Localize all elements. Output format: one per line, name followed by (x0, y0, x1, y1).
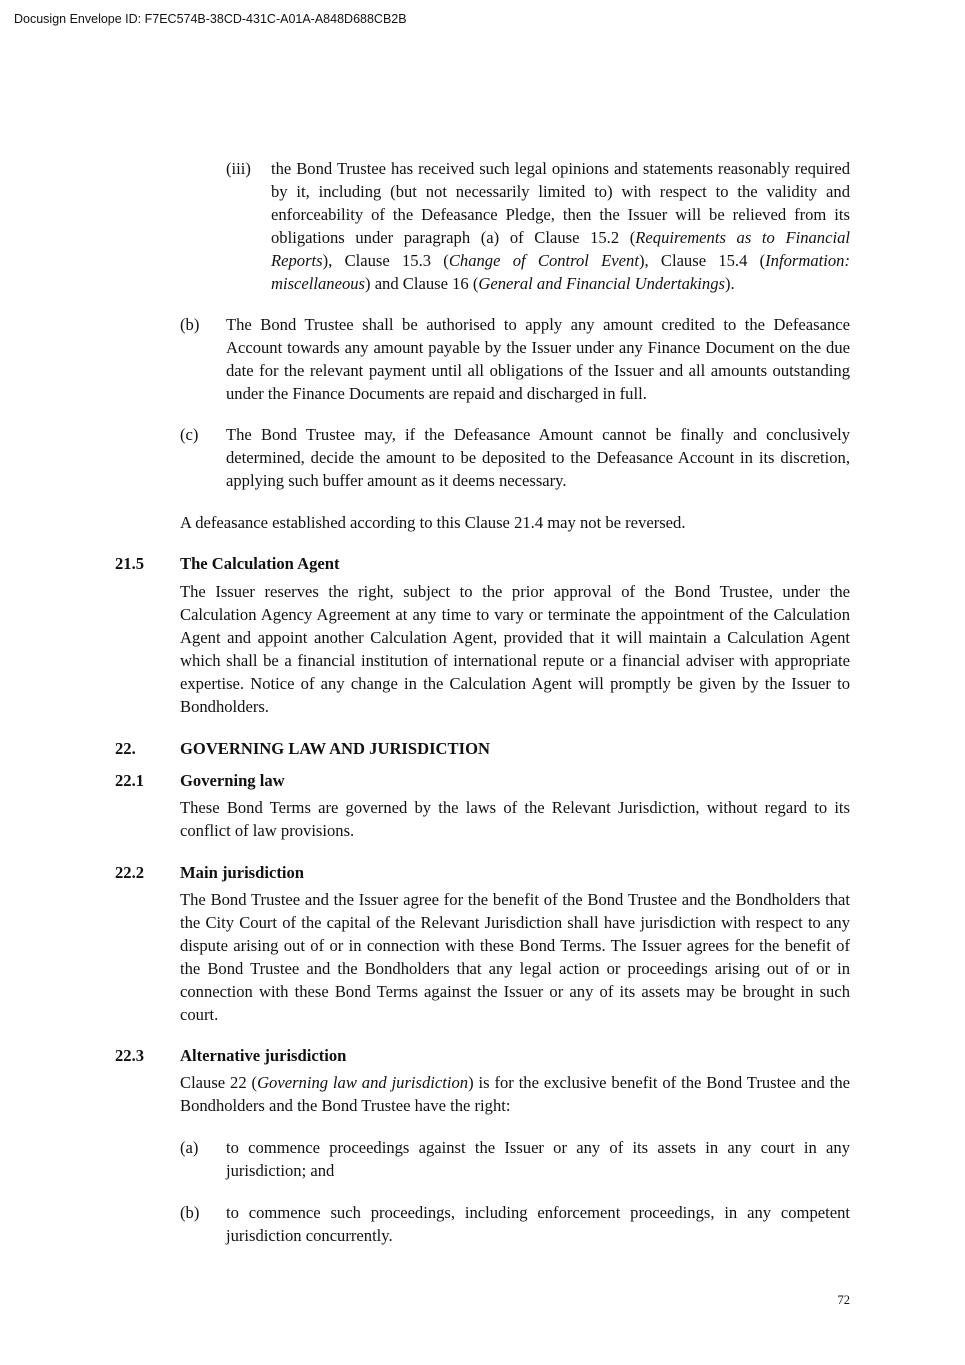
item-c-text: The Bond Trustee may, if the Defeasance Amount cannot be finally and conclusively determined, decide the amount to be deposited to the Defeasance Account in its discretion, applying such buffer amount as it deems necessary. (226, 425, 850, 490)
section-22-1-heading: Governing law (180, 771, 285, 790)
item-22-3-a-label: (a) (180, 1138, 199, 1157)
section-22-1-number: 22.1 (115, 771, 145, 790)
item-22-3-b-text: to commence such proceedings, including enforcement proceedings, in any competent jurisdiction concurrently. (226, 1203, 850, 1245)
item-c-label: (c) (180, 425, 199, 444)
section-21-5-text: The Issuer reserves the right, subject to the prior approval of the Bond Trustee, under the Calculation Agency Agreement at any time to vary or terminate the appointment of the Calculation Agent and appoint another Calculation Agent, provided that it will maintain a Calculation Agent which shall be a financial institution of international repute or a financial adviser with appropriate expertise. Notice of any change in the Calculation Agent will promptly be given by the Issuer to Bondholders. (180, 582, 850, 716)
item-b-text: The Bond Trustee shall be authorised to apply any amount credited to the Defeasance Account towards any amount payable by the Issuer under any Finance Document on the due date for the relevant payment until all obligations of the Issuer and all amounts outstanding under the Finance Documents are repaid and discharged in full. (226, 315, 850, 403)
section-22-2-number: 22.2 (115, 863, 145, 882)
item-b-label: (b) (180, 315, 200, 334)
section-22-3-heading: Alternative jurisdiction (180, 1046, 347, 1065)
section-21-5-number: 21.5 (115, 554, 145, 573)
section-22-2-text: The Bond Trustee and the Issuer agree for the benefit of the Bond Trustee and the Bondholders that the City Court of the capital of the Relevant Jurisdiction shall have jurisdiction with respect to any dispute arising out of or in connection with these Bond Terms. The Issuer agrees for the benefit of the Bond Trustee and the Bondholders that any legal action or proceedings arising out of or in connection with these Bond Terms against the Issuer or any of its assets may be brought in such court. (180, 890, 850, 1024)
section-22-number: 22. (115, 739, 136, 758)
section-22-3-text: Clause 22 (Governing law and jurisdiction) is for the exclusive benefit of the Bond Trustee and the Bondholders and the Bond Trustee have the right: (180, 1073, 850, 1115)
page-number: 72 (837, 1293, 850, 1307)
item-iii-text: the Bond Trustee has received such legal opinions and statements reasonably required by it, including (but not necessarily limited to) with respect to the validity and enforceability of the Defeasance Pledge, then the Issuer will be relieved from its obligations under paragraph (a) of Clause 15.2 (Requirements as to Financial Reports), Clause 15.3 (Change of Control Event), Clause 15.4 (Information: miscellaneous) and Clause 16 (General and Financial Undertakings). (271, 159, 850, 293)
item-22-3-b-label: (b) (180, 1203, 200, 1222)
defeasance-note: A defeasance established according to this Clause 21.4 may not be reversed. (180, 513, 686, 532)
section-22-1-text: These Bond Terms are governed by the laws of the Relevant Jurisdiction, without regard to its conflict of law provisions. (180, 798, 850, 840)
section-22-heading: GOVERNING LAW AND JURISDICTION (180, 739, 490, 758)
docusign-envelope-id: Docusign Envelope ID: F7EC574B-38CD-431C-A01A-A848D688CB2B (14, 12, 407, 26)
section-22-2-heading: Main jurisdiction (180, 863, 304, 882)
section-21-5-heading: The Calculation Agent (180, 554, 340, 573)
section-22-3-number: 22.3 (115, 1046, 145, 1065)
item-22-3-a-text: to commence proceedings against the Issuer or any of its assets in any court in any jurisdiction; and (226, 1138, 850, 1180)
item-iii-label: (iii) (226, 159, 251, 178)
